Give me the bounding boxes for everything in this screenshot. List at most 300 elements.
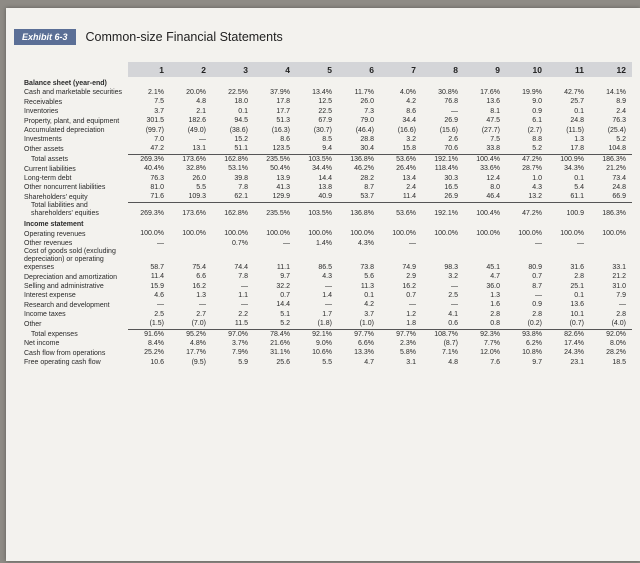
value-cell: 100.0%: [392, 230, 416, 238]
table-row: [20, 116, 632, 125]
value-cell: 78.4%: [254, 329, 296, 339]
value-cell: 2.8: [532, 310, 542, 318]
value-cell: (11.5): [566, 126, 584, 134]
value-cell: —: [535, 239, 542, 247]
value-cell: 235.5%: [254, 154, 296, 164]
value-cell: (8.7): [443, 340, 458, 348]
value-cell: 46.2%: [354, 165, 374, 173]
value-cell: —: [619, 301, 626, 309]
value-cell: 21.6%: [270, 340, 290, 348]
table-row: [20, 319, 632, 329]
value-cell: 4.2: [364, 301, 374, 309]
value-cell: 24.8: [570, 117, 584, 125]
value-cell: 31.0: [612, 282, 626, 290]
value-cell: 17.8: [570, 145, 584, 153]
row-label: Cost of goods sold (excluding depreciation) or operating expenses: [24, 248, 116, 272]
value-cell: 3.7%: [232, 340, 248, 348]
value-cell: (16.3): [271, 126, 290, 134]
table-row: [20, 348, 632, 357]
value-cell: 192.1%: [422, 154, 464, 164]
value-cell: 34.3%: [564, 165, 584, 173]
value-cell: 26.9: [444, 117, 458, 125]
value-cell: 100.4%: [464, 202, 506, 218]
value-cell: 25.1: [570, 282, 584, 290]
value-cell: 0.7: [532, 273, 542, 281]
table-row: [20, 300, 632, 309]
value-cell: 15.2: [234, 136, 248, 144]
value-cell: 9.0%: [316, 340, 332, 348]
table-row: [20, 154, 632, 164]
column-header-row: [20, 62, 632, 77]
value-cell: 173.6%: [170, 154, 212, 164]
value-cell: 9.4: [322, 145, 332, 153]
value-cell: 28.8: [360, 136, 374, 144]
value-cell: 16.5: [444, 184, 458, 192]
value-cell: 2.8: [616, 310, 626, 318]
value-cell: —: [535, 292, 542, 299]
row-label: Investments: [24, 136, 62, 144]
value-cell: 192.1%: [422, 202, 464, 218]
row-label: Income taxes: [24, 311, 66, 319]
section-heading: Balance sheet (year-end): [24, 80, 107, 87]
value-cell: 95.2%: [170, 329, 212, 339]
value-cell: 19.9%: [522, 89, 542, 96]
value-cell: 13.3%: [354, 349, 374, 357]
value-cell: 5.6: [364, 273, 374, 281]
value-cell: 0.9: [532, 301, 542, 309]
value-cell: 22.5: [318, 107, 332, 115]
value-cell: 4.3: [322, 273, 332, 281]
value-cell: 70.6: [444, 145, 458, 153]
value-cell: 74.4: [234, 263, 248, 271]
column-header: 2: [170, 62, 212, 77]
value-cell: 6.6: [196, 273, 206, 281]
value-cell: —: [451, 107, 458, 115]
value-cell: 28.2%: [606, 349, 626, 357]
value-cell: —: [409, 301, 416, 309]
value-cell: 21.2: [612, 273, 626, 281]
value-cell: 73.8: [360, 263, 374, 271]
column-header: 6: [338, 62, 380, 77]
value-cell: (27.7): [481, 126, 500, 134]
value-cell: 47.2%: [506, 202, 548, 218]
value-cell: 4.3%: [358, 239, 374, 247]
value-cell: (0.7): [569, 320, 584, 328]
value-cell: (2.7): [527, 126, 542, 134]
row-label: Selling and administrative: [24, 283, 104, 290]
value-cell: 0.7: [280, 292, 290, 299]
table-row: [20, 291, 632, 300]
value-cell: 11.1: [276, 263, 290, 271]
value-cell: 15.9: [150, 282, 164, 290]
value-cell: 4.7: [364, 358, 374, 366]
table-row: [20, 107, 632, 116]
value-cell: 76.3: [150, 174, 164, 182]
row-label: Inventories: [24, 108, 59, 116]
value-cell: (99.7): [145, 126, 164, 134]
row-label: Free operating cash flow: [24, 359, 101, 367]
value-cell: [170, 239, 212, 248]
value-cell: 182.6: [188, 117, 206, 125]
value-cell: 28.7%: [522, 165, 542, 173]
value-cell: 8.6: [406, 107, 416, 115]
value-cell: 10.8%: [522, 349, 542, 357]
table-row: [20, 329, 632, 339]
value-cell: 8.0: [490, 184, 500, 192]
value-cell: (15.6): [439, 126, 458, 134]
value-cell: 7.9: [616, 292, 626, 299]
value-cell: 32.8%: [186, 165, 206, 173]
value-cell: 82.6%: [548, 329, 590, 339]
value-cell: 47.5: [486, 117, 500, 125]
value-cell: 9.0: [532, 98, 542, 106]
value-cell: 80.9: [528, 263, 542, 271]
value-cell: 97.7%: [338, 329, 380, 339]
value-cell: 1.2: [406, 310, 416, 318]
value-cell: 5.9: [238, 358, 248, 366]
value-cell: 66.9: [612, 193, 626, 201]
value-cell: 7.6: [490, 358, 500, 366]
value-cell: 4.3: [532, 184, 542, 192]
column-header: 12: [590, 62, 632, 77]
value-cell: 6.2%: [526, 340, 542, 348]
value-cell: 100.0%: [266, 230, 290, 238]
value-cell: 4.8: [448, 358, 458, 366]
value-cell: 4.6: [154, 292, 164, 299]
value-cell: 2.8: [574, 273, 584, 281]
value-cell: (46.4): [355, 126, 374, 134]
value-cell: 2.9: [406, 273, 416, 281]
value-cell: 14.4: [276, 301, 290, 309]
value-cell: 7.8: [238, 273, 248, 281]
value-cell: 186.3%: [590, 154, 632, 164]
value-cell: 186.3%: [590, 202, 632, 218]
value-cell: 118.4%: [434, 165, 458, 173]
value-cell: 1.6: [490, 301, 500, 309]
value-cell: (0.2): [527, 320, 542, 328]
row-label: Current liabilities: [24, 165, 76, 173]
value-cell: (25.4): [607, 126, 626, 134]
value-cell: 5.5: [322, 358, 332, 366]
value-cell: —: [199, 301, 206, 309]
value-cell: 13.1: [192, 145, 206, 153]
value-cell: 108.7%: [422, 329, 464, 339]
value-cell: 94.5: [234, 117, 248, 125]
value-cell: 15.8: [402, 145, 416, 153]
column-header: 4: [254, 62, 296, 77]
value-cell: 2.4: [616, 107, 626, 115]
value-cell: 16.2: [402, 282, 416, 290]
value-cell: 2.5: [448, 292, 458, 299]
value-cell: 7.5: [490, 136, 500, 144]
table-row: [20, 358, 632, 367]
row-label: Property, plant, and equipment: [24, 117, 120, 125]
value-cell: 8.1: [490, 107, 500, 115]
value-cell: 30.8%: [438, 89, 458, 96]
value-cell: 136.8%: [338, 202, 380, 218]
value-cell: 269.3%: [128, 154, 170, 164]
value-cell: 8.7: [532, 282, 542, 290]
value-cell: 100.0%: [518, 230, 542, 238]
row-label: Total assets: [31, 156, 68, 164]
value-cell: (1.5): [149, 320, 164, 328]
value-cell: [422, 239, 464, 248]
column-header: 8: [422, 62, 464, 77]
value-cell: 2.5: [154, 310, 164, 318]
value-cell: 109.3: [188, 193, 206, 201]
value-cell: 2.2: [238, 310, 248, 318]
value-cell: 62.1: [234, 193, 248, 201]
row-label: Receivables: [24, 98, 63, 106]
value-cell: 8.9: [616, 98, 626, 106]
value-cell: 1.4: [322, 292, 332, 299]
value-cell: 4.8: [196, 98, 206, 106]
value-cell: 18.5: [612, 358, 626, 366]
value-cell: 12.0%: [480, 349, 500, 357]
value-cell: 0.1: [574, 174, 584, 182]
value-cell: 21.2%: [606, 165, 626, 173]
value-cell: 3.7: [154, 107, 164, 115]
value-cell: 61.1: [570, 193, 584, 201]
value-cell: 2.4: [406, 184, 416, 192]
value-cell: —: [409, 239, 416, 247]
value-cell: 33.8: [486, 145, 500, 153]
value-cell: 100.0%: [140, 230, 164, 238]
value-cell: 8.6: [280, 136, 290, 144]
value-cell: 5.2: [616, 136, 626, 144]
value-cell: 91.6%: [128, 329, 170, 339]
value-cell: 11.7%: [354, 89, 374, 96]
value-cell: 92.3%: [464, 329, 506, 339]
value-cell: 0.7: [406, 292, 416, 299]
value-cell: (38.6): [229, 126, 248, 134]
value-cell: 11.4: [402, 193, 416, 201]
value-cell: 2.6: [448, 136, 458, 144]
row-label: Other assets: [24, 146, 64, 154]
value-cell: 17.7: [276, 107, 290, 115]
table-row: [20, 97, 632, 106]
table-row: [20, 126, 632, 135]
value-cell: 4.1: [448, 310, 458, 318]
row-label: Total liabilities and shareholders' equities: [31, 202, 99, 218]
value-cell: (16.6): [397, 126, 416, 134]
value-cell: 8.7: [364, 184, 374, 192]
value-cell: 32.2: [276, 282, 290, 290]
value-cell: 1.0: [532, 174, 542, 182]
value-cell: —: [283, 239, 290, 247]
value-cell: 4.2: [406, 98, 416, 106]
value-cell: 0.1: [364, 292, 374, 299]
value-cell: 75.4: [192, 263, 206, 271]
table-body: [20, 77, 632, 367]
value-cell: 73.4: [612, 174, 626, 182]
value-cell: 1.3: [490, 292, 500, 299]
value-cell: 4.8%: [190, 340, 206, 348]
value-cell: 26.4%: [396, 165, 416, 173]
value-cell: 104.8: [608, 145, 626, 153]
row-label: Operating revenues: [24, 230, 86, 238]
value-cell: 97.7%: [380, 329, 422, 339]
value-cell: 53.7: [360, 193, 374, 201]
section-heading: Income statement: [24, 221, 84, 229]
column-header: 10: [506, 62, 548, 77]
value-cell: 4.0%: [400, 89, 416, 96]
value-cell: 1.8: [406, 320, 416, 328]
value-cell: 8.5: [322, 136, 332, 144]
table-row: [20, 183, 632, 192]
row-label: Net income: [24, 340, 60, 348]
value-cell: 67.9: [318, 117, 332, 125]
value-cell: 11.5: [234, 320, 248, 328]
value-cell: 31.1%: [270, 349, 290, 357]
value-cell: 13.2: [528, 193, 542, 201]
value-cell: 100.0%: [602, 230, 626, 238]
value-cell: 16.2: [192, 282, 206, 290]
value-cell: 3.1: [406, 358, 416, 366]
table-row: [20, 202, 632, 218]
table-row: [20, 272, 632, 281]
value-cell: 4.7: [490, 273, 500, 281]
value-cell: 301.5: [146, 117, 164, 125]
value-cell: 25.7: [570, 98, 584, 106]
row-label: Interest expense: [24, 292, 76, 300]
value-cell: 7.1%: [442, 349, 458, 357]
section-heading-row: [20, 218, 632, 229]
value-cell: 24.3%: [564, 349, 584, 357]
row-label: Other noncurrent liabilities: [24, 184, 106, 192]
value-cell: —: [451, 301, 458, 309]
value-cell: 1.1: [238, 292, 248, 299]
value-cell: 17.4%: [564, 340, 584, 348]
value-cell: 103.5%: [296, 202, 338, 218]
value-cell: 39.8: [234, 174, 248, 182]
value-cell: —: [157, 239, 164, 247]
value-cell: 23.1: [570, 358, 584, 366]
value-cell: (4.0): [611, 320, 626, 328]
value-cell: —: [241, 301, 248, 309]
value-cell: 86.5: [318, 263, 332, 271]
value-cell: 22.5%: [228, 89, 248, 96]
column-header: 5: [296, 62, 338, 77]
value-cell: 0.1: [238, 107, 248, 115]
value-cell: 1.7: [322, 310, 332, 318]
value-cell: 13.6: [486, 98, 500, 106]
column-header: 3: [212, 62, 254, 77]
value-cell: 0.6: [448, 320, 458, 328]
value-cell: 81.0: [150, 184, 164, 192]
value-cell: 46.4: [486, 193, 500, 201]
value-cell: 12.5: [318, 98, 332, 106]
value-cell: 34.4: [402, 117, 416, 125]
row-label: Cash and marketable securities: [24, 89, 123, 97]
value-cell: 2.7: [196, 310, 206, 318]
value-cell: 2.1: [196, 107, 206, 115]
value-cell: 47.2: [150, 145, 164, 153]
financial-table: [20, 62, 632, 367]
value-cell: 97.0%: [212, 329, 254, 339]
value-cell: 2.1%: [148, 89, 164, 96]
value-cell: 26.9: [444, 193, 458, 201]
document-page: [6, 8, 640, 561]
column-header: 11: [548, 62, 590, 77]
value-cell: 53.1%: [228, 165, 248, 173]
table-row: [20, 282, 632, 291]
section-heading-row: [20, 77, 632, 88]
value-cell: 7.3: [364, 107, 374, 115]
table-row: [20, 164, 632, 173]
value-cell: 3.7: [364, 310, 374, 318]
value-cell: 136.8%: [338, 154, 380, 164]
value-cell: 100.9: [548, 202, 590, 218]
row-label: Accumulated depreciation: [24, 127, 105, 135]
value-cell: 7.7%: [484, 340, 500, 348]
table-row: [20, 174, 632, 183]
value-cell: 24.8: [612, 184, 626, 192]
value-cell: (1.8): [317, 320, 332, 328]
value-cell: 3.2: [406, 136, 416, 144]
value-cell: 14.4: [318, 174, 332, 182]
value-cell: 76.3: [612, 117, 626, 125]
row-label: Long-term debt: [24, 175, 72, 183]
column-header: 1: [128, 62, 170, 77]
value-cell: [590, 239, 632, 248]
value-cell: 8.4%: [148, 340, 164, 348]
column-header: 9: [464, 62, 506, 77]
value-cell: 100.0%: [560, 230, 584, 238]
value-cell: 53.6%: [380, 202, 422, 218]
value-cell: 0.7%: [232, 239, 248, 247]
value-cell: 13.4%: [312, 89, 332, 96]
value-cell: 100.0%: [434, 230, 458, 238]
value-cell: 5.8%: [400, 349, 416, 357]
value-cell: 41.3: [276, 184, 290, 192]
value-cell: 37.9%: [270, 89, 290, 96]
value-cell: 20.0%: [186, 89, 206, 96]
value-cell: —: [157, 301, 164, 309]
value-cell: (49.0): [187, 126, 206, 134]
value-cell: 5.2: [280, 320, 290, 328]
value-cell: 13.9: [276, 174, 290, 182]
value-cell: 92.0%: [590, 329, 632, 339]
value-cell: 26.0: [192, 174, 206, 182]
value-cell: —: [199, 136, 206, 144]
value-cell: —: [451, 282, 458, 290]
value-cell: 100.9%: [548, 154, 590, 164]
value-cell: (9.5): [191, 358, 206, 366]
exhibit-header: [14, 28, 283, 46]
value-cell: 123.5: [272, 145, 290, 153]
value-cell: 10.6%: [312, 349, 332, 357]
value-cell: 30.4: [360, 145, 374, 153]
value-cell: (30.7): [313, 126, 332, 134]
value-cell: 9.7: [280, 273, 290, 281]
row-label: Other: [24, 321, 42, 329]
value-cell: 53.6%: [380, 154, 422, 164]
value-cell: —: [325, 282, 332, 290]
value-cell: 0.8: [490, 320, 500, 328]
value-cell: 100.0%: [182, 230, 206, 238]
exhibit-label: Exhibit 6-3: [14, 29, 76, 45]
table-row: [20, 239, 632, 248]
value-cell: 100.0%: [350, 230, 374, 238]
value-cell: 1.3: [196, 292, 206, 299]
value-cell: 5.2: [532, 145, 542, 153]
row-label: Research and development: [24, 301, 110, 309]
value-cell: 14.1%: [606, 89, 626, 96]
value-cell: 5.4: [574, 184, 584, 192]
table-row: [20, 248, 632, 272]
value-cell: 100.0%: [476, 230, 500, 238]
